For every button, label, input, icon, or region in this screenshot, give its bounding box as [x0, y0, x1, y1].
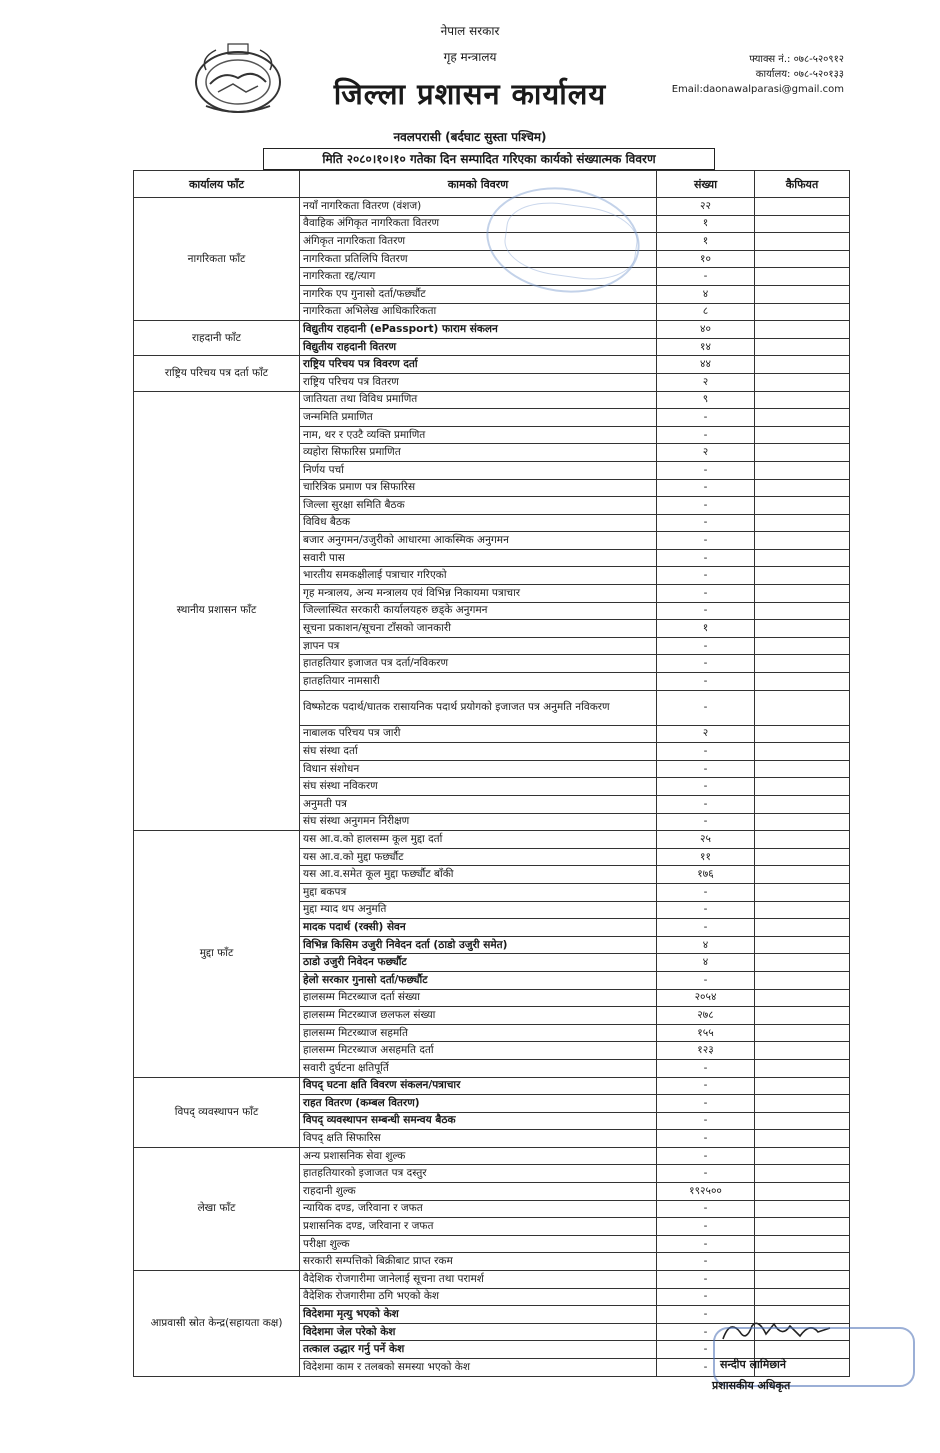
signatory-name: सन्दीप लामिछाने: [720, 1358, 787, 1371]
remarks-cell: [755, 409, 850, 427]
work-description: संघ संस्था अनुगमन निरीक्षण: [300, 813, 657, 831]
remarks-cell: [755, 725, 850, 743]
column-header-remarks: कैफियत: [755, 171, 850, 198]
work-count: -: [657, 637, 755, 655]
work-count: ४: [657, 936, 755, 954]
remarks-cell: [755, 567, 850, 585]
signature-block: [700, 1310, 930, 1410]
letterhead: [0, 0, 940, 150]
email-address: Email:daonawalparasi@gmail.com: [671, 84, 844, 95]
contact-info: [672, 52, 844, 97]
work-count: २७८: [657, 1007, 755, 1025]
remarks-cell: [755, 848, 850, 866]
work-description: जन्ममिति प्रमाणित: [300, 409, 657, 427]
work-description: विदेशमा काम र तलबको समस्या भएको केश: [300, 1359, 657, 1377]
remarks-cell: [755, 1183, 850, 1201]
work-description: हेलो सरकार गुनासो दर्ता/फर्छ्यौट: [300, 971, 657, 989]
work-count: -: [657, 1165, 755, 1183]
work-count: -: [657, 461, 755, 479]
report-title: मिति २०८०।१०।१० गतेका दिन सम्पादित गरिएका कार्यको संख्यात्मक विवरण: [263, 148, 715, 170]
remarks-cell: [755, 989, 850, 1007]
remarks-cell: [755, 356, 850, 374]
work-description: विदेशमा जेल परेको केश: [300, 1323, 657, 1341]
table-header-row: [134, 171, 850, 198]
work-count: -: [657, 971, 755, 989]
work-count: २: [657, 373, 755, 391]
remarks-cell: [755, 831, 850, 849]
work-count: १: [657, 620, 755, 638]
work-count: -: [657, 1095, 755, 1113]
work-count: -: [657, 760, 755, 778]
work-description: ज्ञापन पत्र: [300, 637, 657, 655]
remarks-cell: [755, 1095, 850, 1113]
remarks-cell: [755, 1253, 850, 1271]
remarks-cell: [755, 532, 850, 550]
ministry-name: गृह मन्त्रालय: [443, 50, 497, 64]
work-count: -: [657, 743, 755, 761]
remarks-cell: [755, 321, 850, 339]
work-description: सूचना प्रकाशन/सूचना टाँसको जानकारी: [300, 620, 657, 638]
remarks-cell: [755, 602, 850, 620]
work-count: ११: [657, 848, 755, 866]
table-row: [134, 1271, 850, 1289]
table-row: [134, 1077, 850, 1095]
work-description: मुद्दा म्याद थप अनुमति: [300, 901, 657, 919]
remarks-cell: [755, 479, 850, 497]
signatory-title: प्रशासकीय अधिकृत: [712, 1379, 791, 1392]
remarks-cell: [755, 796, 850, 814]
work-description: हालसम्म मिटरब्याज छलफल संख्या: [300, 1007, 657, 1025]
work-count: १: [657, 233, 755, 251]
work-count: १९२५००: [657, 1183, 755, 1201]
table-row: [134, 356, 850, 374]
work-description: अनुमती पत्र: [300, 796, 657, 814]
work-count: १०: [657, 250, 755, 268]
remarks-cell: [755, 444, 850, 462]
remarks-cell: [755, 250, 850, 268]
work-count: -: [657, 796, 755, 814]
work-description: सवारी पास: [300, 549, 657, 567]
remarks-cell: [755, 1271, 850, 1289]
work-description: यस आ.व.को हालसम्म कूल मुद्दा दर्ता: [300, 831, 657, 849]
work-description: ठाडो उजुरी निवेदन फर्छ्यौट: [300, 954, 657, 972]
work-description: हातहतियार इजाजत पत्र दर्ता/नविकरण: [300, 655, 657, 673]
work-count: ८: [657, 303, 755, 321]
table-body: [134, 198, 850, 1377]
section-name: मुद्दा फाँट: [134, 831, 300, 1077]
work-description: अन्य प्रशासनिक सेवा शुल्क: [300, 1147, 657, 1165]
work-description: नागरिक एप गुनासो दर्ता/फर्छ्यौट: [300, 285, 657, 303]
remarks-cell: [755, 549, 850, 567]
work-description: हातहतियार नामसारी: [300, 673, 657, 691]
work-count: -: [657, 602, 755, 620]
table-row: [134, 321, 850, 339]
work-description: नाबालक परिचय पत्र जारी: [300, 725, 657, 743]
work-description: विद्युतीय राहदानी वितरण: [300, 338, 657, 356]
remarks-cell: [755, 620, 850, 638]
work-count: -: [657, 268, 755, 286]
work-count: -: [657, 1306, 755, 1324]
work-count: ४: [657, 285, 755, 303]
work-count: -: [657, 1200, 755, 1218]
work-description: यस आ.व.को मुद्दा फर्छ्यौट: [300, 848, 657, 866]
work-count: -: [657, 1253, 755, 1271]
work-description: सवारी दुर्घटना क्षतिपूर्ति: [300, 1059, 657, 1077]
work-description: विभिन्न किसिम उजुरी निवेदन दर्ता (ठाडो उजुरी समेत): [300, 936, 657, 954]
work-count: -: [657, 479, 755, 497]
work-description: गृह मन्त्रालय, अन्य मन्त्रालय एवं विभिन्न निकायमा पत्राचार: [300, 585, 657, 603]
work-count: -: [657, 883, 755, 901]
remarks-cell: [755, 215, 850, 233]
remarks-cell: [755, 901, 850, 919]
work-description: नागरिकता प्रतिलिपि वितरण: [300, 250, 657, 268]
column-header-count: संख्या: [657, 171, 755, 198]
remarks-cell: [755, 426, 850, 444]
remarks-cell: [755, 919, 850, 937]
work-description: हालसम्म मिटरब्याज असहमति दर्ता: [300, 1042, 657, 1060]
work-description: चारित्रिक प्रमाण पत्र सिफारिस: [300, 479, 657, 497]
remarks-cell: [755, 1059, 850, 1077]
remarks-cell: [755, 233, 850, 251]
work-description: अंगिकृत नागरिकता वितरण: [300, 233, 657, 251]
remarks-cell: [755, 585, 850, 603]
work-description: विपद् घटना क्षति विवरण संकलन/पत्राचार: [300, 1077, 657, 1095]
work-count: २: [657, 444, 755, 462]
work-description: हालसम्म मिटरब्याज सहमति: [300, 1024, 657, 1042]
work-count: ४०: [657, 321, 755, 339]
work-description: विविध बैठक: [300, 514, 657, 532]
work-description: विधान संशोधन: [300, 760, 657, 778]
remarks-cell: [755, 936, 850, 954]
work-count: -: [657, 655, 755, 673]
work-count: -: [657, 1059, 755, 1077]
work-description: मुद्दा बकपत्र: [300, 883, 657, 901]
section-name: नागरिकता फाँट: [134, 198, 300, 321]
table-row: [134, 831, 850, 849]
remarks-cell: [755, 285, 850, 303]
remarks-cell: [755, 268, 850, 286]
work-description: प्रशासनिक दण्ड, जरिवाना र जफत: [300, 1218, 657, 1236]
work-count: -: [657, 497, 755, 515]
work-count: -: [657, 813, 755, 831]
remarks-cell: [755, 673, 850, 691]
remarks-cell: [755, 637, 850, 655]
phone-number: कार्यालय: ०७८-५२०१३३: [755, 69, 844, 80]
work-count: ४: [657, 954, 755, 972]
work-summary-table: [133, 170, 850, 1377]
work-count: -: [657, 514, 755, 532]
remarks-cell: [755, 514, 850, 532]
work-description: नागरिकता रद्द/त्याग: [300, 268, 657, 286]
work-count: ९: [657, 391, 755, 409]
work-count: -: [657, 1271, 755, 1289]
work-description: विष्फोटक पदार्थ/घातक रासायनिक पदार्थ प्रयोगको इजाजत पत्र अनुमति नविकरण: [300, 690, 657, 725]
remarks-cell: [755, 743, 850, 761]
work-description: नाम, थर र एउटै व्यक्ति प्रमाणित: [300, 426, 657, 444]
work-description: विदेशमा मृत्यु भएको केश: [300, 1306, 657, 1324]
work-description: जिल्ला सुरक्षा समिति बैठक: [300, 497, 657, 515]
work-count: -: [657, 673, 755, 691]
section-name: विपद् व्यवस्थापन फाँट: [134, 1077, 300, 1147]
remarks-cell: [755, 1200, 850, 1218]
remarks-cell: [755, 1024, 850, 1042]
section-name: राहदानी फाँट: [134, 321, 300, 356]
work-description: व्यहोरा सिफारिस प्रमाणित: [300, 444, 657, 462]
work-description: तत्काल उद्धार गर्नु पर्ने केश: [300, 1341, 657, 1359]
work-count: २०५४: [657, 989, 755, 1007]
work-description: परीक्षा शुल्क: [300, 1235, 657, 1253]
remarks-cell: [755, 1112, 850, 1130]
work-description: मादक पदार्थ (रक्सी) सेवन: [300, 919, 657, 937]
work-description: वैदेशिक रोजगारीमा ठगि भएको केश: [300, 1288, 657, 1306]
remarks-cell: [755, 1007, 850, 1025]
work-count: २: [657, 725, 755, 743]
table-row: [134, 1147, 850, 1165]
remarks-cell: [755, 1288, 850, 1306]
section-name: राष्ट्रिय परिचय पत्र दर्ता फाँट: [134, 356, 300, 391]
work-description: भारतीय समकक्षीलाई पत्राचार गरिएको: [300, 567, 657, 585]
government-name: नेपाल सरकार: [440, 24, 500, 38]
remarks-cell: [755, 338, 850, 356]
work-description: जातियता तथा विविध प्रमाणित: [300, 391, 657, 409]
remarks-cell: [755, 760, 850, 778]
work-description: विपद् व्यवस्थापन सम्बन्धी समन्वय बैठक: [300, 1112, 657, 1130]
work-description: राष्ट्रिय परिचय पत्र विवरण दर्ता: [300, 356, 657, 374]
remarks-cell: [755, 461, 850, 479]
remarks-cell: [755, 198, 850, 216]
table-row: [134, 198, 850, 216]
work-description: निर्णय पर्चा: [300, 461, 657, 479]
fax-number: फ्याक्स नं.: ०७८-५२०९१२: [749, 54, 844, 65]
work-count: -: [657, 549, 755, 567]
work-count: ४४: [657, 356, 755, 374]
remarks-cell: [755, 391, 850, 409]
remarks-cell: [755, 1235, 850, 1253]
section-name: लेखा फाँट: [134, 1147, 300, 1270]
remarks-cell: [755, 866, 850, 884]
work-count: -: [657, 1359, 755, 1377]
work-description: जिल्लास्थित सरकारी कार्यालयहरु छड्के अनुगमन: [300, 602, 657, 620]
work-description: विपद् क्षति सिफारिस: [300, 1130, 657, 1148]
district-name: नवलपरासी (बर्दघाट सुस्ता पश्चिम): [393, 130, 547, 144]
work-description: न्यायिक दण्ड, जरिवाना र जफत: [300, 1200, 657, 1218]
table-row: [134, 391, 850, 409]
work-count: १२३: [657, 1042, 755, 1060]
work-count: -: [657, 1288, 755, 1306]
column-header-section: कार्यालय फाँट: [134, 171, 300, 198]
work-count: -: [657, 1323, 755, 1341]
work-description: हातहतियारको इजाजत पत्र दस्तुर: [300, 1165, 657, 1183]
remarks-cell: [755, 778, 850, 796]
work-count: -: [657, 409, 755, 427]
work-description: सरकारी सम्पत्तिको बिक्रीबाट प्राप्त रकम: [300, 1253, 657, 1271]
remarks-cell: [755, 1130, 850, 1148]
work-description: नागरिकता अभिलेख आधिकारिकता: [300, 303, 657, 321]
work-count: १७६: [657, 866, 755, 884]
remarks-cell: [755, 1077, 850, 1095]
work-count: २५: [657, 831, 755, 849]
remarks-cell: [755, 971, 850, 989]
work-description: नयाँ नागरिकता वितरण (वंशज): [300, 198, 657, 216]
work-count: -: [657, 778, 755, 796]
work-count: -: [657, 690, 755, 725]
work-count: १: [657, 215, 755, 233]
work-description: संघ संस्था दर्ता: [300, 743, 657, 761]
work-count: -: [657, 1218, 755, 1236]
work-description: हालसम्म मिटरब्याज दर्ता संख्या: [300, 989, 657, 1007]
work-count: -: [657, 585, 755, 603]
work-description: वैदेशिक रोजगारीमा जानेलाई सूचना तथा परामर्श: [300, 1271, 657, 1289]
remarks-cell: [755, 883, 850, 901]
work-description: वैवाहिक अंगिकृत नागरिकता वितरण: [300, 215, 657, 233]
work-count: १४: [657, 338, 755, 356]
remarks-cell: [755, 1218, 850, 1236]
column-header-work: कामको विवरण: [300, 171, 657, 198]
remarks-cell: [755, 1165, 850, 1183]
work-count: -: [657, 1112, 755, 1130]
work-description: राहत वितरण (कम्बल वितरण): [300, 1095, 657, 1113]
remarks-cell: [755, 1042, 850, 1060]
remarks-cell: [755, 373, 850, 391]
remarks-cell: [755, 690, 850, 725]
work-description: राहदानी शुल्क: [300, 1183, 657, 1201]
section-name: स्थानीय प्रशासन फाँट: [134, 391, 300, 831]
work-count: -: [657, 901, 755, 919]
work-count: -: [657, 1130, 755, 1148]
work-count: -: [657, 1147, 755, 1165]
work-description: बजार अनुगमन/उजुरीको आधारमा आकस्मिक अनुगमन: [300, 532, 657, 550]
work-count: -: [657, 426, 755, 444]
section-name: आप्रवासी स्रोत केन्द्र(सहायता कक्ष): [134, 1271, 300, 1377]
work-count: -: [657, 1235, 755, 1253]
work-count: १५५: [657, 1024, 755, 1042]
work-count: -: [657, 1341, 755, 1359]
remarks-cell: [755, 954, 850, 972]
remarks-cell: [755, 303, 850, 321]
work-description: विद्युतीय राहदानी (ePassport) फाराम संकलन: [300, 321, 657, 339]
work-count: -: [657, 919, 755, 937]
remarks-cell: [755, 655, 850, 673]
work-description: संघ संस्था नविकरण: [300, 778, 657, 796]
work-count: -: [657, 532, 755, 550]
remarks-cell: [755, 813, 850, 831]
work-count: २२: [657, 198, 755, 216]
remarks-cell: [755, 1147, 850, 1165]
office-name: जिल्ला प्रशासन कार्यालय: [333, 77, 607, 111]
remarks-cell: [755, 497, 850, 515]
work-count: -: [657, 1077, 755, 1095]
work-count: -: [657, 567, 755, 585]
work-description: यस आ.व.समेत कूल मुद्दा फर्छ्यौट बाँकी: [300, 866, 657, 884]
work-description: राष्ट्रिय परिचय पत्र वितरण: [300, 373, 657, 391]
